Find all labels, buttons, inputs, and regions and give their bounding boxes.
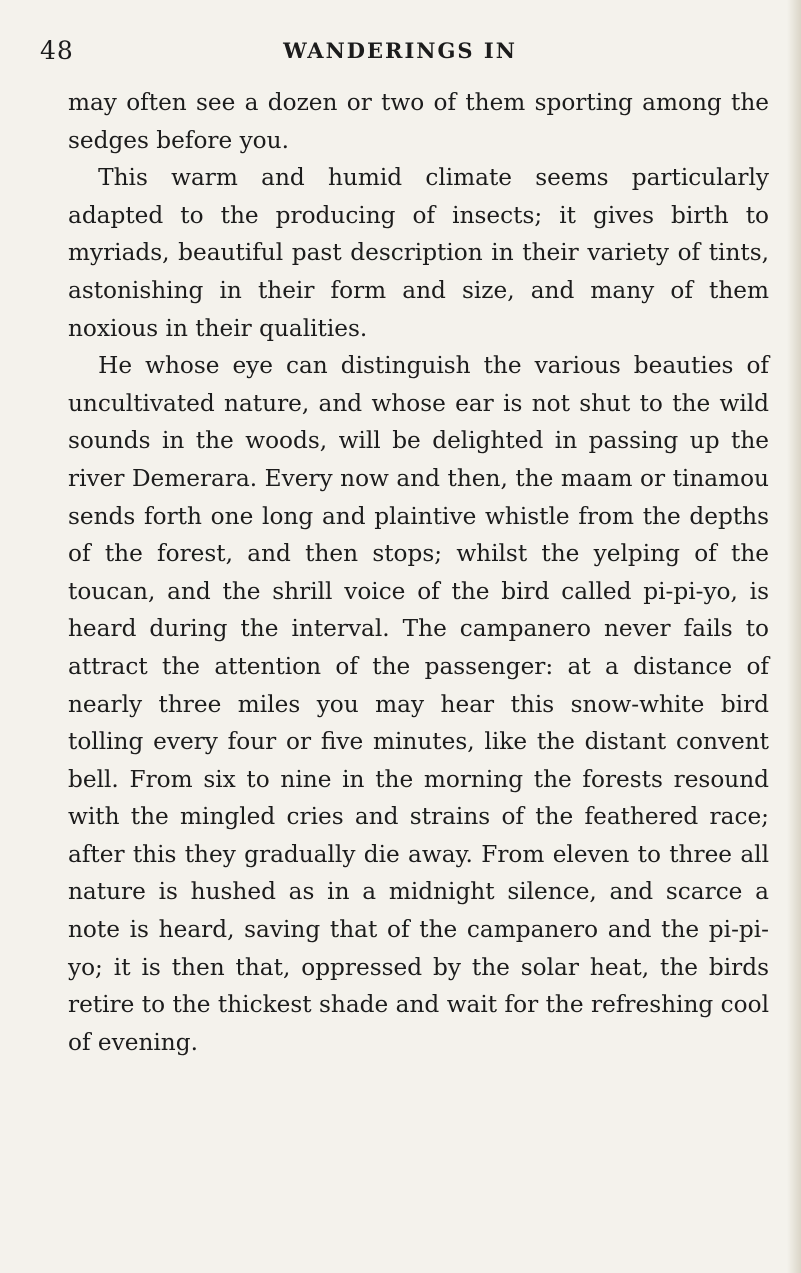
running-title: WANDERINGS IN <box>283 38 517 63</box>
page-number: 48 <box>40 36 74 65</box>
paragraph-continued: may often see a dozen or two of them sporting among the sedges before you. <box>68 89 769 154</box>
paragraph-birds: He whose eye can distinguish the various beauties of uncultivated nature, and whose ear is not shut to the wild sounds in the woods, will be delighted in passing up the river Demerara. Every now and then, the maam or tinamou sends forth one long and plaintive whistle from the depths of the forest, and then stops; whilst the yelping of the toucan, and the shrill voice of the bird called pi-pi-yo, is heard during the interval. The campanero never fails to attract the attention of the passenger: at a distance of nearly three miles you may hear this snow-white bird tolling every four or five minutes, like the distant convent bell. From six to nine in the morning the forests resound with the mingled cries and strains of the feathered race; after this they gradually die away. From eleven to three all nature is hushed as in a midnight silence, and scarce a note is heard, saving that of the campanero and the pi-pi-yo; it is then that, oppressed by the solar heat, the birds retire to the thickest shade and wait for the refreshing cool of evening. <box>68 352 769 1056</box>
page-edge-shadow <box>787 0 801 1273</box>
paragraph-insects: This warm and humid climate seems particularly adapted to the producing of insects; it gives birth to myriads, beautiful past description in their variety of tints, astonishing in their form and size, and many of them noxious in their qualities. <box>68 164 769 342</box>
body-text <box>68 84 769 1061</box>
running-head <box>40 36 760 76</box>
